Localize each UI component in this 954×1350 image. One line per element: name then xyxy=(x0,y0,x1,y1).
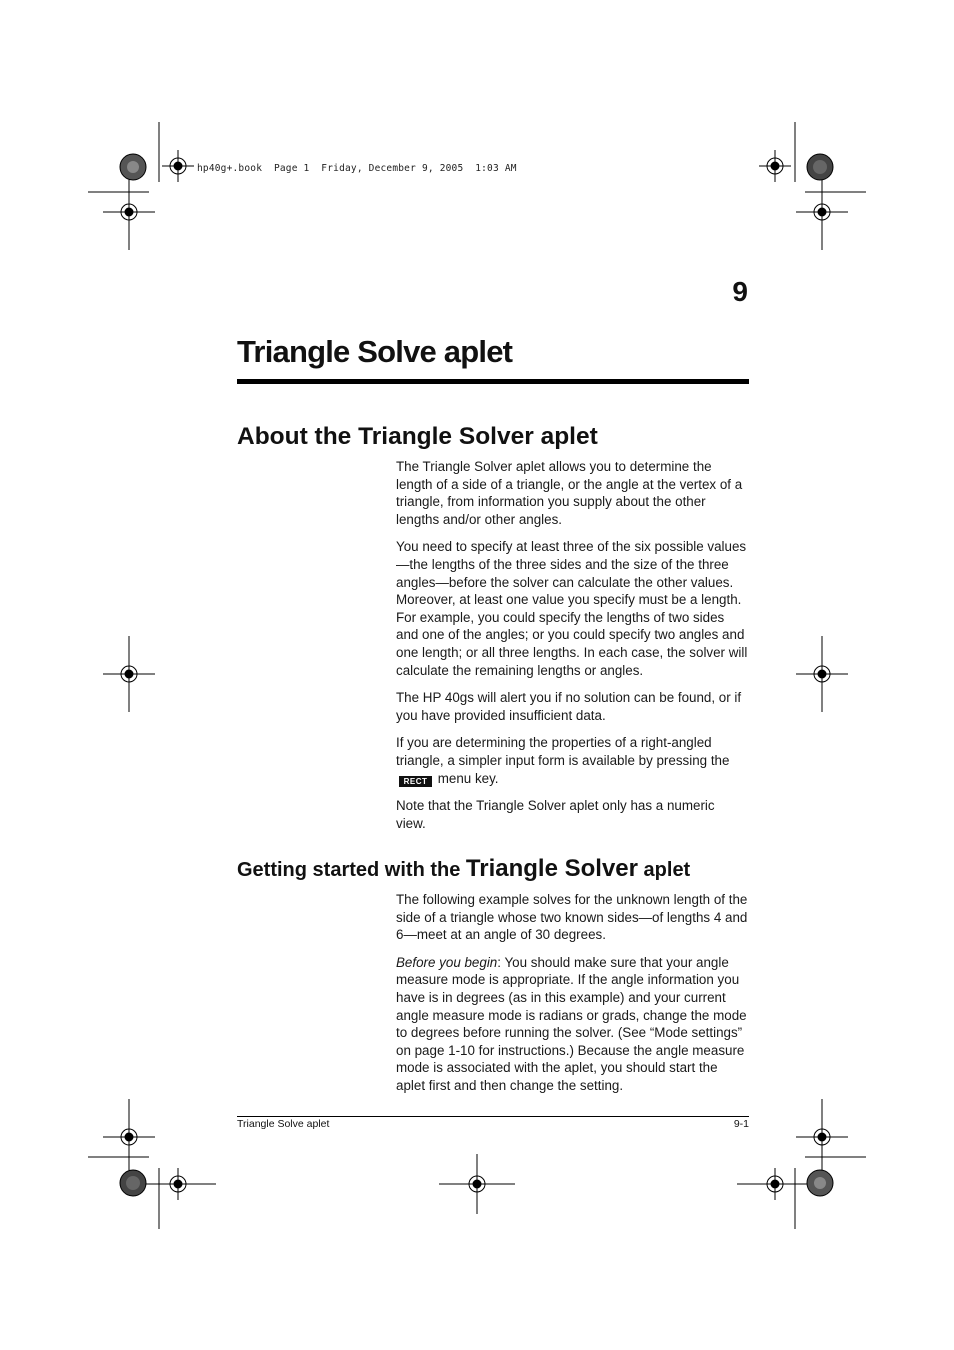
heading-part: Getting started with the xyxy=(237,859,466,881)
rect-paragraph-text: If you are determining the properties of a right-angled triangle, a simpler input form is available by pressing the xyxy=(396,735,730,768)
getting-started-body xyxy=(396,891,748,1105)
heading-part: Triangle Solver xyxy=(465,855,638,882)
print-slug: hp40g+.book Page 1 Friday, December 9, 2005 1:03 AM xyxy=(197,163,517,174)
rect-paragraph-text-end: menu key. xyxy=(437,770,499,786)
started-paragraph: The following example solves for the unknown length of the side of a triangle whose two known sides—of lengths 4 and 6—meet at an angle of 30 degrees. xyxy=(396,892,748,943)
about-body xyxy=(396,458,748,842)
before-you-begin-text: : You should make sure that your angle measure mode is appropriate. If the angle information you have is in degrees (as in this example) and your current angle measure mode is radians or grads, change the mode to degrees before running the solver. (See “Mode settings” on page 1-10 for instructions.) Because the angle measure mode is associated with the aplet, you should start the aplet first and then change the setting. xyxy=(396,954,747,1093)
footer-page-number: 9-1 xyxy=(733,1118,749,1130)
about-paragraph-last: Note that the Triangle Solver aplet only has a numeric view. xyxy=(396,798,715,831)
section-heading-getting-started xyxy=(237,855,690,883)
heading-part: aplet xyxy=(637,859,691,881)
section-heading-about: About the Triangle Solver aplet xyxy=(237,423,598,450)
before-you-begin-paragraph xyxy=(396,954,748,1095)
chapter-title: Triangle Solve aplet xyxy=(237,334,513,369)
before-you-begin-label: Before you begin xyxy=(396,954,498,970)
chapter-title-rule xyxy=(237,379,749,384)
rect-menu-key-icon: RECT xyxy=(399,776,432,787)
about-paragraph: You need to specify at least three of the six possible values—the lengths of the three sides and the size of the three angles—before the solver can calculate the other values. Moreover, at least one value you specify must be a length. For example, you could specify the lengths of two sides and one of the angles; or you could specify two angles and one length; or all three lengths. In each case, the solver will calculate the remaining lengths or angles. xyxy=(396,539,748,678)
about-paragraph: The Triangle Solver aplet allows you to determine the length of a side of a triangle, or the angle at the vertex of a triangle, from information you supply about the other lengths and/or other angles. xyxy=(396,459,743,527)
footer-chapter-title: Triangle Solve aplet xyxy=(237,1118,330,1130)
footer-rule xyxy=(237,1116,749,1117)
chapter-number: 9 xyxy=(732,276,748,307)
about-paragraph: The HP 40gs will alert you if no solution can be found, or if you have provided insufficient data. xyxy=(396,690,742,723)
rect-paragraph xyxy=(396,734,748,787)
